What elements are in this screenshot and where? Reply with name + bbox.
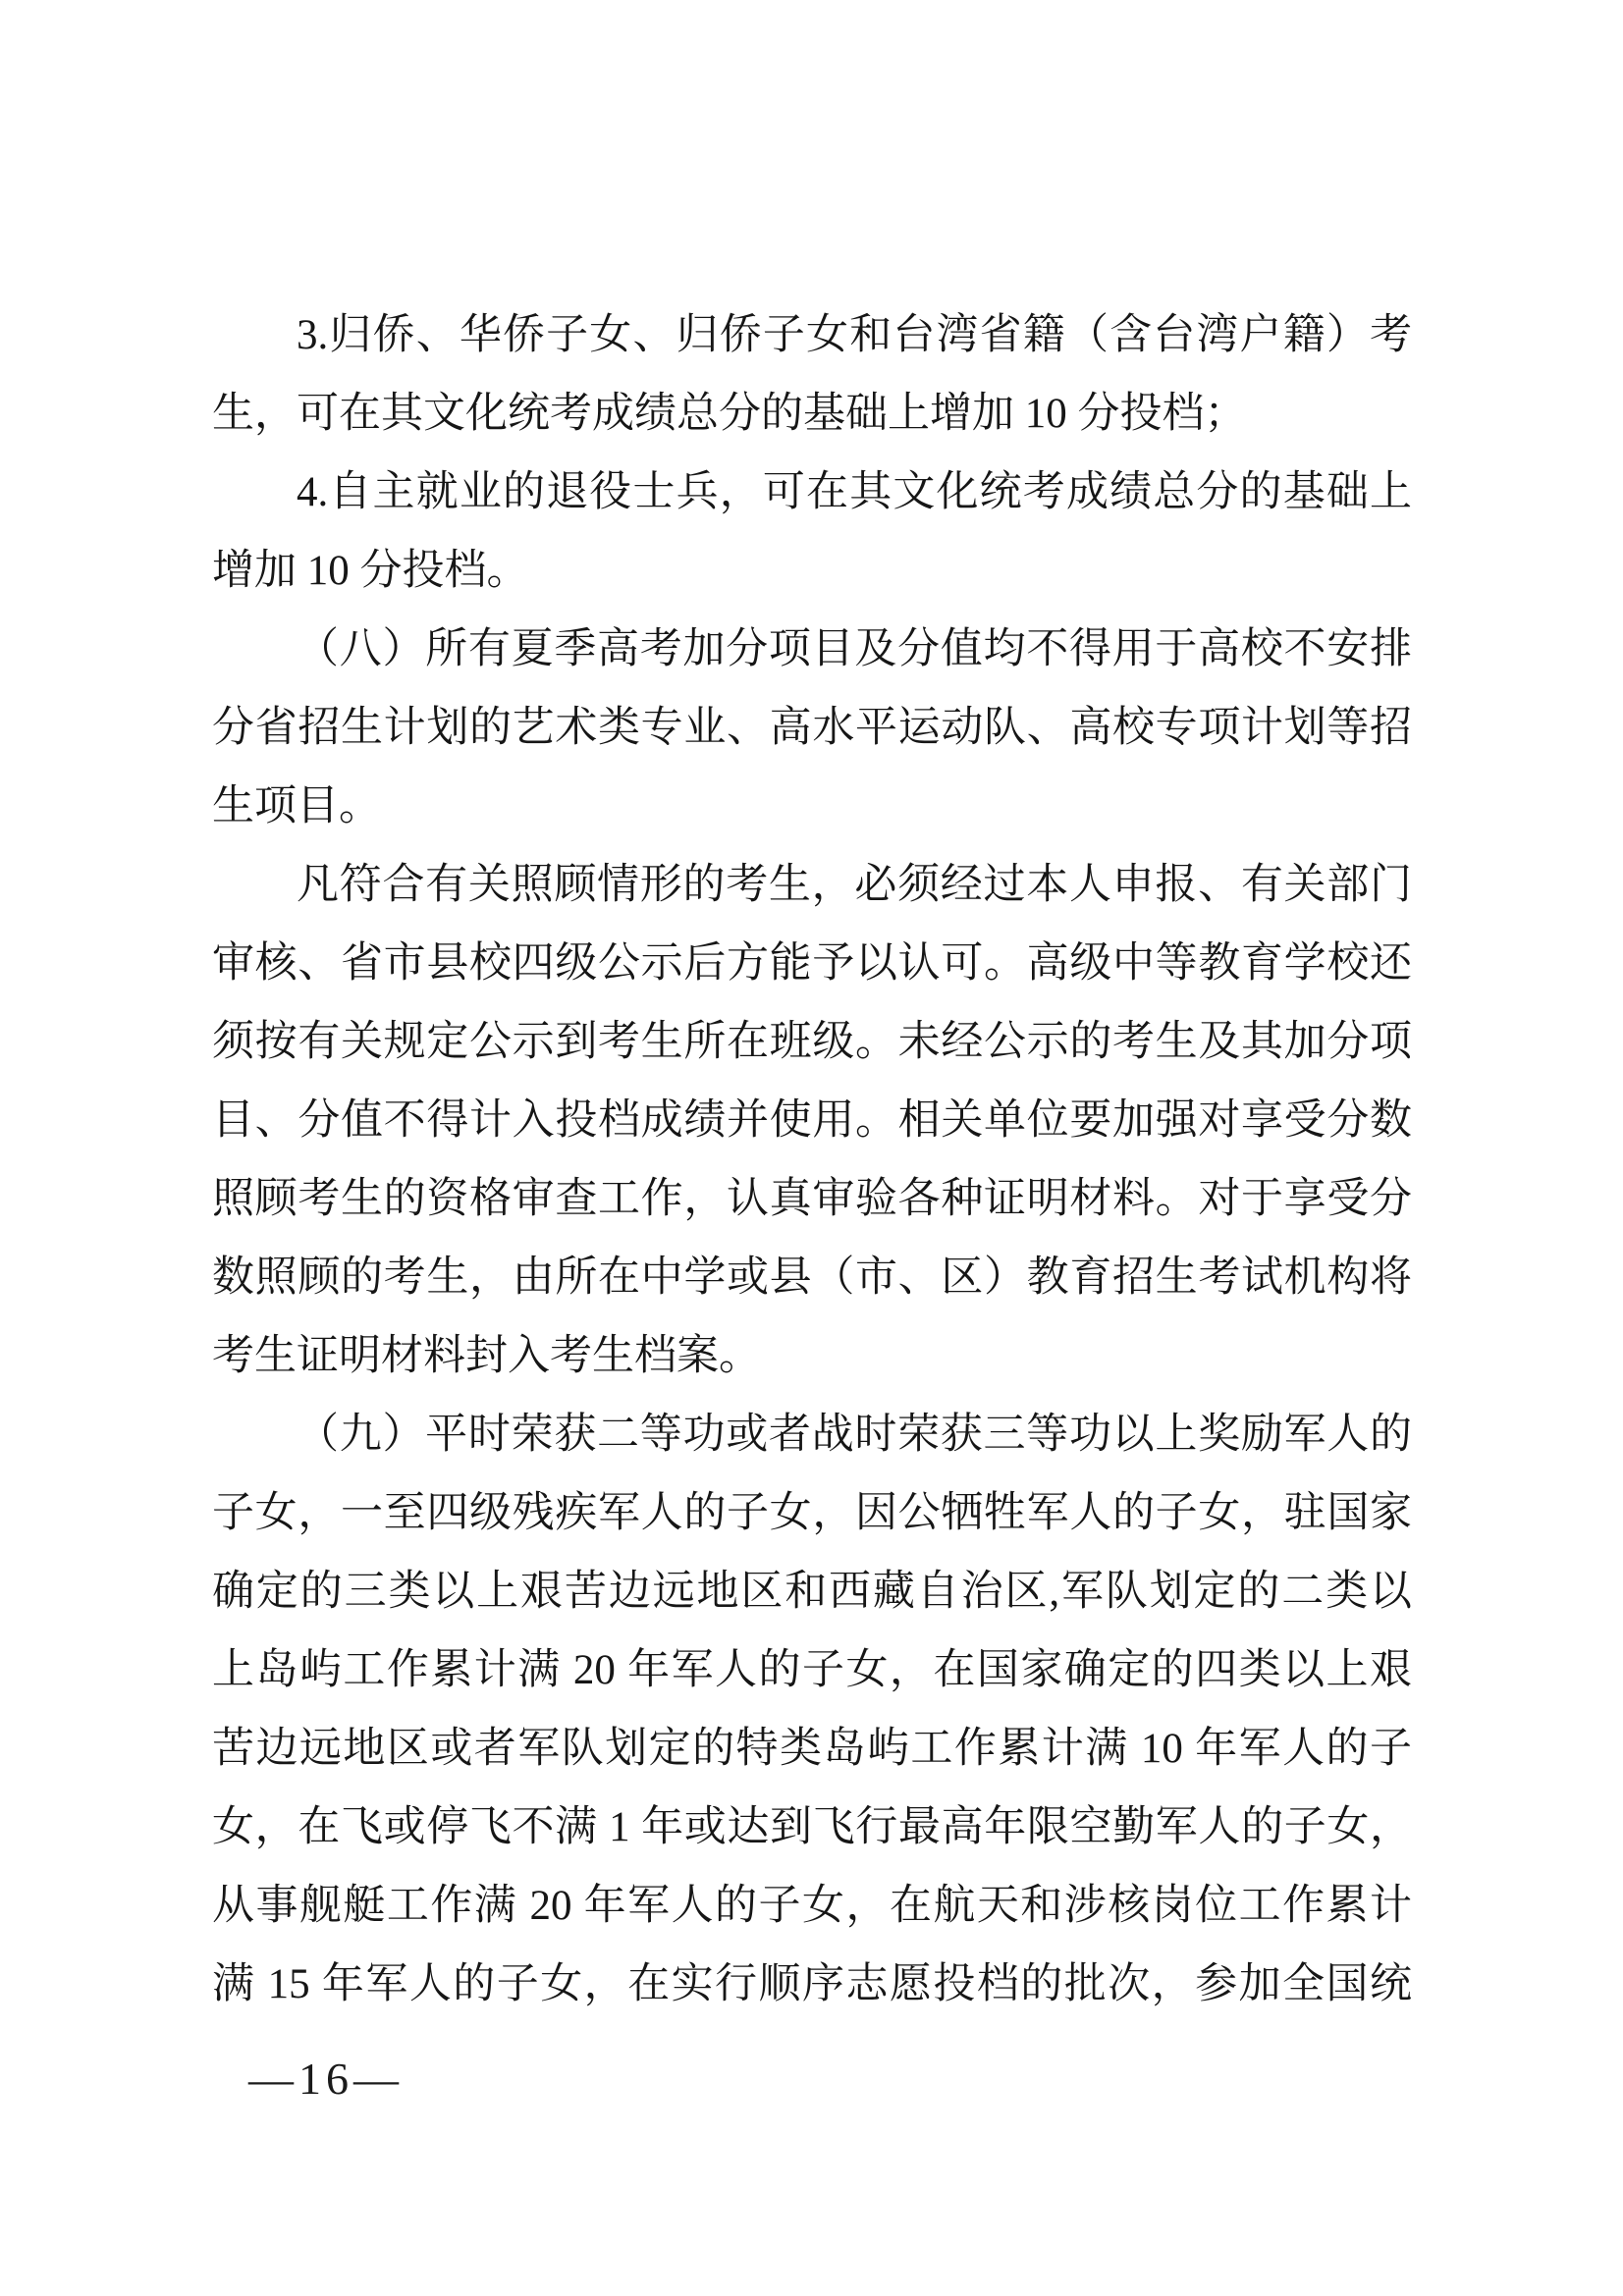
text-line: 目、分值不得计入投档成绩并使用。相关单位要加强对享受分数 — [212, 1097, 1412, 1144]
text-line: 苦边远地区或者军队划定的特类岛屿工作累计满 10 年军人的子 — [212, 1726, 1412, 1772]
paragraph — [212, 611, 1412, 846]
page-number: —16— — [248, 2054, 404, 2104]
text-line: 女，在飞或停飞不满 1 年或达到飞行最高年限空勤军人的子女， — [212, 1804, 1412, 1850]
paragraph — [212, 454, 1412, 611]
text-line: （八）所有夏季高考加分项目及分值均不得用于高校不安排 — [297, 626, 1412, 672]
text-line: 照顾考生的资格审查工作，认真审验各种证明材料。对于享受分 — [212, 1176, 1412, 1222]
text-line: 增加 10 分投档。 — [212, 548, 529, 594]
text-block — [212, 296, 1412, 2024]
text-line: 上岛屿工作累计满 20 年军人的子女，在国家确定的四类以上艰 — [212, 1647, 1412, 1693]
text-line: 生项目。 — [212, 783, 381, 829]
text-line: 从事舰艇工作满 20 年军人的子女，在航天和涉核岗位工作累计 — [212, 1883, 1412, 1929]
paragraph — [212, 296, 1412, 454]
paragraph — [212, 846, 1412, 1396]
text-line: 满 15 年军人的子女，在实行顺序志愿投档的批次，参加全国统 — [212, 1961, 1412, 2007]
text-line: （九）平时荣获二等功或者战时荣获三等功以上奖励军人的 — [297, 1412, 1412, 1458]
text-line: 审核、省市县校四级公示后方能予以认可。高级中等教育学校还 — [212, 940, 1412, 987]
text-line: 分省招生计划的艺术类专业、高水平运动队、高校专项计划等招 — [212, 705, 1412, 751]
text-line: 确定的三类以上艰苦边远地区和西藏自治区,军队划定的二类以 — [212, 1569, 1412, 1615]
text-line: 数照顾的考生，由所在中学或县（市、区）教育招生考试机构将 — [212, 1255, 1412, 1301]
text-line: 子女，一至四级残疾军人的子女，因公牺牲军人的子女，驻国家 — [212, 1490, 1412, 1536]
text-line: 凡符合有关照顾情形的考生，必须经过本人申报、有关部门 — [297, 862, 1412, 908]
paragraph — [212, 1396, 1412, 2024]
text-line: 须按有关规定公示到考生所在班级。未经公示的考生及其加分项 — [212, 1019, 1412, 1065]
text-line: 3.归侨、华侨子女、归侨子女和台湾省籍（含台湾户籍）考 — [297, 312, 1412, 358]
text-line: 4.自主就业的退役士兵，可在其文化统考成绩总分的基础上 — [297, 469, 1412, 515]
text-line: 生，可在其文化统考成绩总分的基础上增加 10 分投档； — [212, 391, 1247, 437]
text-line: 考生证明材料封入考生档案。 — [212, 1333, 761, 1379]
